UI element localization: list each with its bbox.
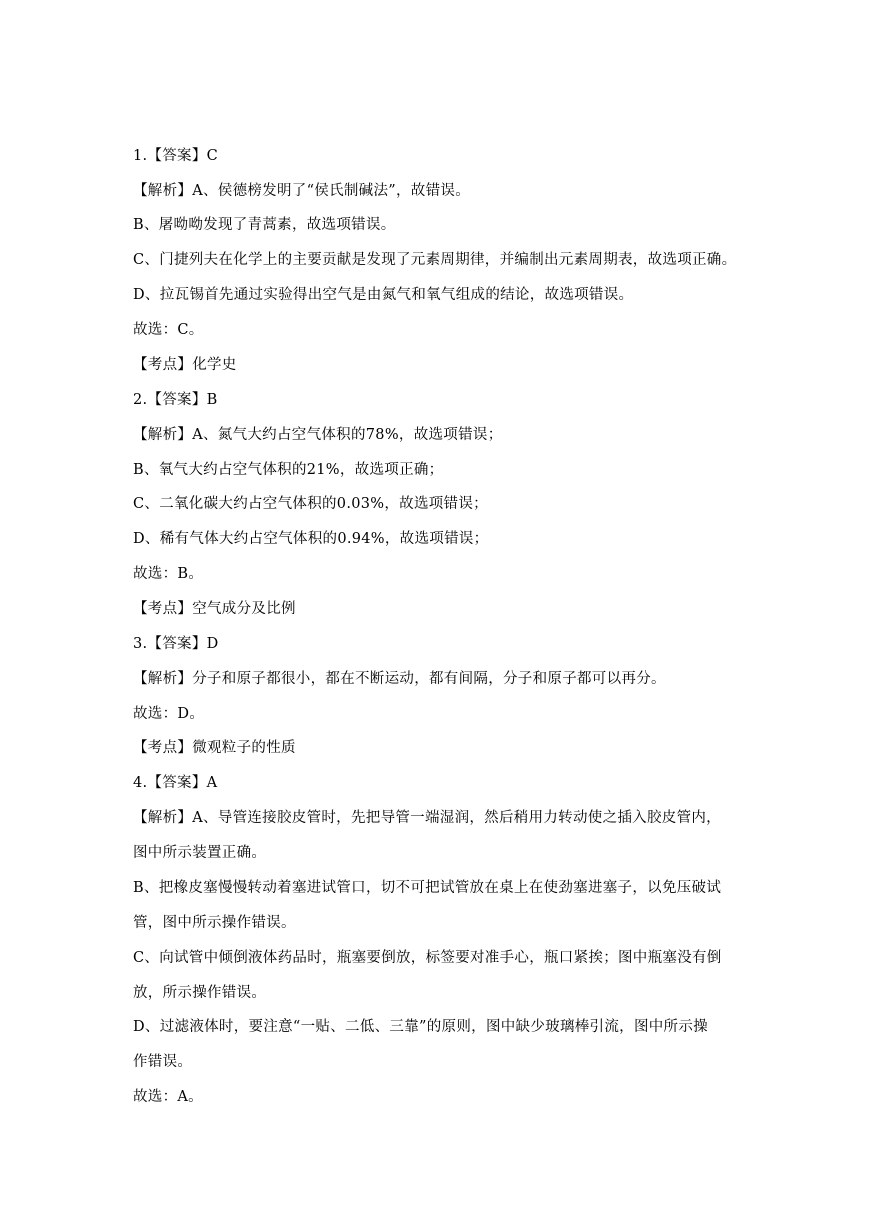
q4-analysis: 【解析】A、导管连接胶皮管时，先把导管一端湿润，然后稍用力转动使之插入胶皮管内， (133, 810, 721, 826)
q1-topic: 【考点】化学史 (133, 357, 237, 373)
q4-option-d: D、过滤液体时，要注意“一贴、二低、三靠”的原则，图中缺少玻璃棒引流，图中所示操 (133, 1019, 708, 1035)
q4-option-c: C、向试管中倾倒液体药品时，瓶塞要倒放，标签要对准手心，瓶口紧挨；图中瓶塞没有倒 (133, 950, 722, 966)
q2-topic: 【考点】空气成分及比例 (133, 601, 296, 617)
q2-analysis: 【解析】A、氮气大约占空气体积的78%，故选项错误； (133, 427, 503, 443)
q2-choice: 故选：B。 (133, 566, 204, 582)
q1-option-b: B、屠呦呦发现了青蒿素，故选项错误。 (133, 217, 396, 233)
q1-analysis: 【解析】A、侯德榜发明了“侯氏制碱法”，故错误。 (133, 183, 470, 199)
q4-option-c-cont: 放，所示操作错误。 (133, 985, 267, 1001)
q4-choice: 故选：A。 (133, 1089, 203, 1105)
q1-answer: 1.【答案】C (133, 148, 219, 164)
q3-choice: 故选：D。 (133, 706, 205, 722)
q4-answer: 4.【答案】A (133, 775, 218, 791)
q2-option-d: D、稀有气体大约占空气体积的0.94%，故选项错误； (133, 531, 489, 547)
q1-choice: 故选：C。 (133, 322, 204, 338)
q3-analysis: 【解析】分子和原子都很小，都在不断运动，都有间隔，分子和原子都可以再分。 (133, 671, 666, 687)
q1-option-d: D、拉瓦锡首先通过实验得出空气是由氮气和氧气组成的结论，故选项错误。 (133, 287, 634, 303)
q2-answer: 2.【答案】B (133, 392, 218, 408)
q2-option-b: B、氧气大约占空气体积的21%，故选项正确； (133, 462, 444, 478)
q3-topic: 【考点】微观粒子的性质 (133, 740, 296, 756)
q3-answer: 3.【答案】D (133, 636, 219, 652)
q4-option-d-cont: 作错误。 (133, 1054, 193, 1070)
q4-analysis-cont: 图中所示装置正确。 (133, 845, 267, 861)
q1-option-c: C、门捷列夫在化学上的主要贡献是发现了元素周期律，并编制出元素周期表，故选项正确。 (133, 252, 737, 268)
q2-option-c: C、二氧化碳大约占空气体积的0.03%，故选项错误； (133, 496, 488, 512)
q4-option-b: B、把橡皮塞慢慢转动着塞进试管口，切不可把试管放在桌上在使劲塞进塞子，以免压破试 (133, 880, 722, 896)
q4-option-b-cont: 管，图中所示操作错误。 (133, 915, 296, 931)
